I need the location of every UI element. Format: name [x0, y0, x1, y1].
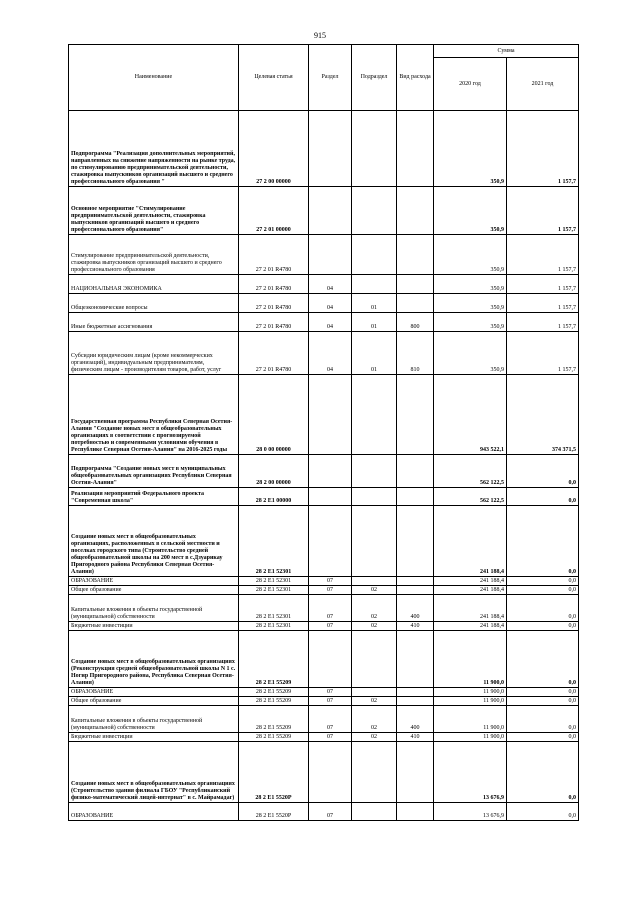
row-sum-2021-cell: 0,0: [507, 488, 579, 506]
row-section-cell: 04: [309, 313, 352, 332]
header-year-2021: 2021 год: [507, 58, 579, 111]
row-section-cell: 04: [309, 275, 352, 294]
row-expense-type-cell: [397, 742, 434, 803]
row-sum-2021-cell: 0,0: [507, 595, 579, 622]
row-expense-type-cell: [397, 275, 434, 294]
row-expense-type-cell: 410: [397, 733, 434, 742]
row-section-cell: [309, 742, 352, 803]
table-row: [69, 275, 579, 294]
row-subsection-cell: [352, 506, 397, 577]
row-section-cell: 04: [309, 332, 352, 375]
row-expense-type-cell: [397, 455, 434, 488]
row-target-article-cell: 27 2 01 R4780: [239, 332, 309, 375]
row-sum-2021-cell: 0,0: [507, 631, 579, 688]
row-name-cell: Государственная программа Республики Северная Осетия-Алания "Создание новых мест в общеобразовательных организациях в соответствии с прогнозируемой потребностью и современными условиями обучения в Республике Северная Осетия-Алания" на 2016-2025 годы: [69, 375, 239, 455]
row-expense-type-cell: [397, 235, 434, 275]
table-row: [69, 313, 579, 332]
row-subsection-cell: 01: [352, 294, 397, 313]
row-section-cell: [309, 111, 352, 187]
row-name-cell: Капитальные вложения в объекты государственной (муниципальной) собственности: [69, 706, 239, 733]
row-target-article-cell: 27 2 00 00000: [239, 111, 309, 187]
row-target-article-cell: 28 2 E1 52301: [239, 506, 309, 577]
row-expense-type-cell: [397, 577, 434, 586]
row-name-cell: ОБРАЗОВАНИЕ: [69, 803, 239, 821]
row-subsection-cell: [352, 488, 397, 506]
row-sum-2020-cell: 350,9: [434, 111, 507, 187]
row-sum-2020-cell: 11 900,0: [434, 688, 507, 697]
row-sum-2020-cell: 350,9: [434, 294, 507, 313]
row-subsection-cell: [352, 688, 397, 697]
table-row: [69, 688, 579, 697]
row-sum-2020-cell: 11 900,0: [434, 631, 507, 688]
row-name-cell: Бюджетные инвестиции: [69, 622, 239, 631]
row-sum-2020-cell: 241 188,4: [434, 622, 507, 631]
row-name-cell: ОБРАЗОВАНИЕ: [69, 688, 239, 697]
row-name-cell: ОБРАЗОВАНИЕ: [69, 577, 239, 586]
row-sum-2020-cell: 562 122,5: [434, 488, 507, 506]
row-section-cell: [309, 455, 352, 488]
row-name-cell: НАЦИОНАЛЬНАЯ ЭКОНОМИКА: [69, 275, 239, 294]
row-target-article-cell: 28 2 E1 55209: [239, 688, 309, 697]
row-name-cell: Бюджетные инвестиции: [69, 733, 239, 742]
row-name-cell: Стимулирование предпринимательской деятельности, стажировка выпускников организаций высшего и среднего профессионального образования: [69, 235, 239, 275]
row-expense-type-cell: [397, 803, 434, 821]
row-subsection-cell: [352, 375, 397, 455]
row-section-cell: 07: [309, 595, 352, 622]
row-section-cell: [309, 187, 352, 235]
header-section: Раздел: [309, 45, 352, 111]
row-subsection-cell: 02: [352, 595, 397, 622]
row-subsection-cell: [352, 111, 397, 187]
row-section-cell: 07: [309, 697, 352, 706]
row-sum-2020-cell: 350,9: [434, 187, 507, 235]
row-expense-type-cell: 400: [397, 595, 434, 622]
row-sum-2021-cell: 0,0: [507, 455, 579, 488]
row-expense-type-cell: [397, 506, 434, 577]
table-row: [69, 586, 579, 595]
row-sum-2020-cell: 241 188,4: [434, 506, 507, 577]
table-body: [69, 111, 579, 821]
row-subsection-cell: [352, 631, 397, 688]
row-sum-2020-cell: 11 900,0: [434, 706, 507, 733]
row-section-cell: 07: [309, 803, 352, 821]
row-target-article-cell: 28 2 E1 00000: [239, 488, 309, 506]
row-sum-2021-cell: 0,0: [507, 742, 579, 803]
row-sum-2020-cell: 13 676,9: [434, 742, 507, 803]
table-row: [69, 697, 579, 706]
row-sum-2021-cell: 1 157,7: [507, 275, 579, 294]
row-subsection-cell: 02: [352, 733, 397, 742]
row-sum-2021-cell: 0,0: [507, 622, 579, 631]
table-row: [69, 733, 579, 742]
row-name-cell: Создание новых мест в общеобразовательных организациях (Реконструкция средней общеобразовательной школы N 1 с. Ногир Пригородного района, Республика Северная Осетия-Алания): [69, 631, 239, 688]
row-name-cell: Создание новых мест в общеобразовательных организациях (Строительство здания филиала ГБОУ "Республиканский физико-математический лицей-интернат" в с. Майрамадаг): [69, 742, 239, 803]
row-target-article-cell: 28 2 E1 52301: [239, 577, 309, 586]
row-expense-type-cell: 800: [397, 313, 434, 332]
row-subsection-cell: 01: [352, 313, 397, 332]
row-target-article-cell: 28 2 E1 55209: [239, 733, 309, 742]
row-sum-2021-cell: 1 157,7: [507, 294, 579, 313]
row-target-article-cell: 28 2 E1 5520P: [239, 803, 309, 821]
row-name-cell: Подпрограмма "Реализация дополнительных мероприятий, направленных на снижение напряженности на рынке труда, по стимулированию предпринимательской деятельности, стажировка выпускников организаций высшего и среднего профессионального образования ": [69, 111, 239, 187]
row-subsection-cell: [352, 577, 397, 586]
row-sum-2021-cell: 0,0: [507, 688, 579, 697]
table-row: [69, 455, 579, 488]
row-expense-type-cell: 410: [397, 622, 434, 631]
table-row: [69, 235, 579, 275]
row-sum-2021-cell: 0,0: [507, 506, 579, 577]
row-target-article-cell: 28 2 E1 52301: [239, 595, 309, 622]
row-section-cell: 07: [309, 577, 352, 586]
row-expense-type-cell: [397, 187, 434, 235]
row-sum-2021-cell: 0,0: [507, 586, 579, 595]
row-target-article-cell: 28 2 E1 5520P: [239, 742, 309, 803]
row-sum-2021-cell: 0,0: [507, 577, 579, 586]
row-subsection-cell: [352, 187, 397, 235]
row-subsection-cell: 02: [352, 622, 397, 631]
row-sum-2021-cell: 1 157,7: [507, 187, 579, 235]
row-name-cell: Реализация мероприятий Федерального проекта "Современная школа": [69, 488, 239, 506]
row-sum-2021-cell: 0,0: [507, 697, 579, 706]
table-row: [69, 375, 579, 455]
row-section-cell: [309, 506, 352, 577]
row-name-cell: Подпрограмма "Создание новых мест в муниципальных общеобразовательных организациях Республики Северная Осетия-Алания": [69, 455, 239, 488]
row-section-cell: 07: [309, 586, 352, 595]
header-subsection: Подраздел: [352, 45, 397, 111]
row-sum-2021-cell: 0,0: [507, 706, 579, 733]
row-expense-type-cell: [397, 111, 434, 187]
row-name-cell: Основное мероприятие "Стимулирование предпринимательской деятельности, стажировка выпускников организаций высшего и среднего профессионального образования": [69, 187, 239, 235]
row-sum-2020-cell: 350,9: [434, 313, 507, 332]
row-expense-type-cell: 400: [397, 706, 434, 733]
row-name-cell: Капитальные вложения в объекты государственной (муниципальной) собственности: [69, 595, 239, 622]
row-sum-2020-cell: 11 900,0: [434, 733, 507, 742]
table-row: [69, 332, 579, 375]
row-section-cell: [309, 375, 352, 455]
row-target-article-cell: 28 2 E1 52301: [239, 622, 309, 631]
row-sum-2021-cell: 1 157,7: [507, 332, 579, 375]
table-row: [69, 595, 579, 622]
row-section-cell: 07: [309, 706, 352, 733]
row-target-article-cell: 27 2 01 R4780: [239, 235, 309, 275]
row-name-cell: Общее образование: [69, 586, 239, 595]
budget-table: [68, 44, 579, 821]
row-sum-2021-cell: 1 157,7: [507, 235, 579, 275]
row-expense-type-cell: [397, 586, 434, 595]
row-subsection-cell: 02: [352, 586, 397, 595]
row-target-article-cell: 28 2 E1 52301: [239, 586, 309, 595]
row-sum-2020-cell: 11 900,0: [434, 697, 507, 706]
row-sum-2020-cell: 13 676,9: [434, 803, 507, 821]
page-number: 915: [314, 31, 326, 40]
row-section-cell: [309, 235, 352, 275]
table-row: [69, 187, 579, 235]
row-section-cell: 07: [309, 688, 352, 697]
row-subsection-cell: [352, 455, 397, 488]
row-subsection-cell: [352, 235, 397, 275]
row-name-cell: Иные бюджетные ассигнования: [69, 313, 239, 332]
row-target-article-cell: 28 2 E1 55209: [239, 697, 309, 706]
row-expense-type-cell: [397, 697, 434, 706]
header-sum: Сумма: [434, 45, 579, 58]
row-section-cell: 04: [309, 294, 352, 313]
row-subsection-cell: [352, 742, 397, 803]
table-row: [69, 294, 579, 313]
row-expense-type-cell: [397, 688, 434, 697]
row-sum-2020-cell: 241 188,4: [434, 595, 507, 622]
row-subsection-cell: 02: [352, 697, 397, 706]
row-sum-2021-cell: 1 157,7: [507, 313, 579, 332]
table-row: [69, 742, 579, 803]
row-target-article-cell: 28 2 E1 55209: [239, 631, 309, 688]
row-sum-2021-cell: 0,0: [507, 733, 579, 742]
header-year-2020: 2020 год: [434, 58, 507, 111]
row-subsection-cell: [352, 275, 397, 294]
row-name-cell: Создание новых мест в общеобразовательных организациях, расположенных в сельской местности и поселках городского типа (Строительство средней общеобразовательной школы на 200 мест в с.Дзуарикау Пригородного района Республики Северная Осетия-Алания): [69, 506, 239, 577]
row-expense-type-cell: [397, 294, 434, 313]
header-expense-type: Вид расхода: [397, 45, 434, 111]
row-target-article-cell: 28 2 00 00000: [239, 455, 309, 488]
row-target-article-cell: 27 2 01 R4780: [239, 313, 309, 332]
row-sum-2020-cell: 350,9: [434, 235, 507, 275]
row-sum-2020-cell: 350,9: [434, 275, 507, 294]
table-row: [69, 631, 579, 688]
header-name: Наименование: [69, 45, 239, 111]
row-section-cell: 07: [309, 733, 352, 742]
row-sum-2021-cell: 374 371,5: [507, 375, 579, 455]
row-sum-2021-cell: 0,0: [507, 803, 579, 821]
row-sum-2020-cell: 241 188,4: [434, 577, 507, 586]
row-sum-2020-cell: 943 522,1: [434, 375, 507, 455]
row-name-cell: Общее образование: [69, 697, 239, 706]
row-target-article-cell: 27 2 01 R4780: [239, 294, 309, 313]
row-expense-type-cell: [397, 488, 434, 506]
row-sum-2020-cell: 562 122,5: [434, 455, 507, 488]
row-subsection-cell: [352, 803, 397, 821]
row-name-cell: Общеэкономические вопросы: [69, 294, 239, 313]
table-row: [69, 622, 579, 631]
row-subsection-cell: 01: [352, 332, 397, 375]
table-row: [69, 706, 579, 733]
row-sum-2020-cell: 350,9: [434, 332, 507, 375]
row-sum-2021-cell: 1 157,7: [507, 111, 579, 187]
row-expense-type-cell: 810: [397, 332, 434, 375]
header-target-article: Целевая статья: [239, 45, 309, 111]
table-row: [69, 506, 579, 577]
table-row: [69, 803, 579, 821]
row-section-cell: [309, 631, 352, 688]
row-target-article-cell: 27 2 01 00000: [239, 187, 309, 235]
row-expense-type-cell: [397, 631, 434, 688]
table-row: [69, 488, 579, 506]
table-row: [69, 577, 579, 586]
row-name-cell: Субсидии юридическим лицам (кроме некоммерческих организаций), индивидуальным предпринимателям, физическим лицам - производителям товаров, работ, услуг: [69, 332, 239, 375]
row-sum-2020-cell: 241 188,4: [434, 586, 507, 595]
row-target-article-cell: 28 2 E1 55209: [239, 706, 309, 733]
row-target-article-cell: 27 2 01 R4780: [239, 275, 309, 294]
row-section-cell: 07: [309, 622, 352, 631]
table-row: [69, 111, 579, 187]
row-subsection-cell: 02: [352, 706, 397, 733]
row-section-cell: [309, 488, 352, 506]
row-expense-type-cell: [397, 375, 434, 455]
row-target-article-cell: 28 0 00 00000: [239, 375, 309, 455]
